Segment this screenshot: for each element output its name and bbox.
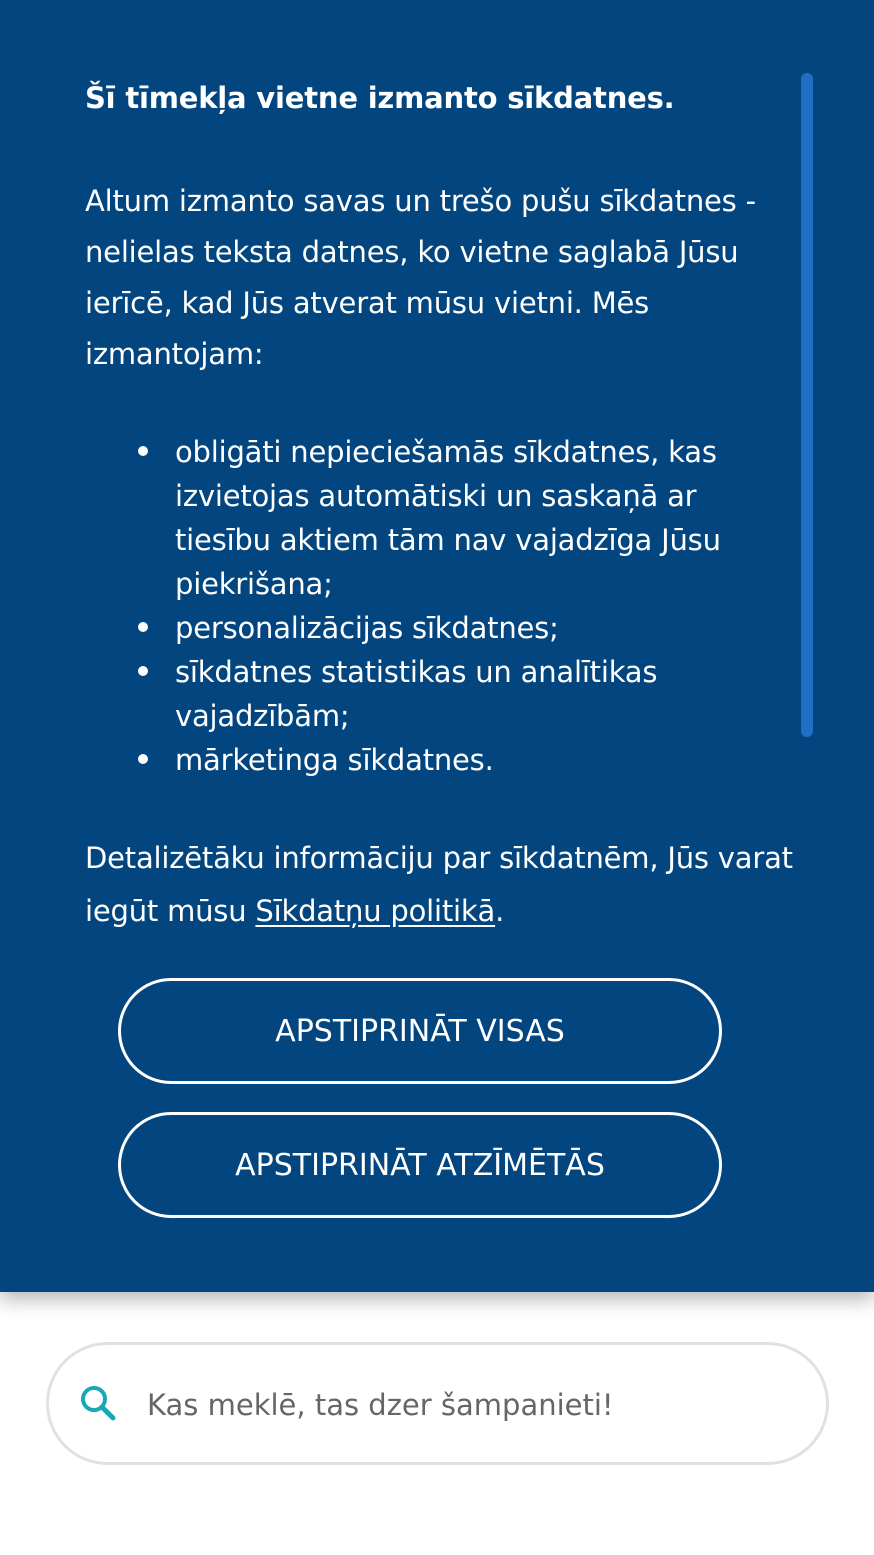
search-icon[interactable] [78,1383,118,1423]
panel-scrollbar[interactable] [801,73,813,737]
cookie-intro-text: Altum izmanto savas un trešo pušu sīkdatnes - nelielas teksta datnes, ko vietne saglabā Jūsu ierīcē, kad Jūs atverat mūsu vietni. Mēs izmantojam: [85,184,756,371]
cookie-policy-link[interactable]: Sīkdatņu politikā [255,894,496,928]
list-item-analytics-cookies: sīkdatnes statistikas un analītikas vajadzībām; [175,650,785,738]
cookie-title: Šī tīmekļa vietne izmanto sīkdatnes. [85,81,675,115]
list-item-personalization-cookies: personalizācijas sīkdatnes; [175,606,785,650]
list-item-marketing-cookies: mārketinga sīkdatnes. [175,738,785,782]
details-prefix: Detalizētāku informāciju par sīkdatnēm, Jūs varat iegūt mūsu [85,841,793,928]
cookie-types-list [175,430,785,782]
details-suffix: . [495,894,505,928]
accept-all-button[interactable]: APSTIPRINĀT VISAS [118,978,722,1084]
cookie-details-text [85,832,795,938]
accept-selected-button[interactable]: APSTIPRINĀT ATZĪMĒTĀS [118,1112,722,1218]
list-item-required-cookies: obligāti nepieciešamās sīkdatnes, kas izvietojas automātiski un saskaņā ar tiesību aktiem tām nav vajadzīga Jūsu piekrišana; [175,430,785,606]
search-input[interactable] [147,1370,787,1440]
